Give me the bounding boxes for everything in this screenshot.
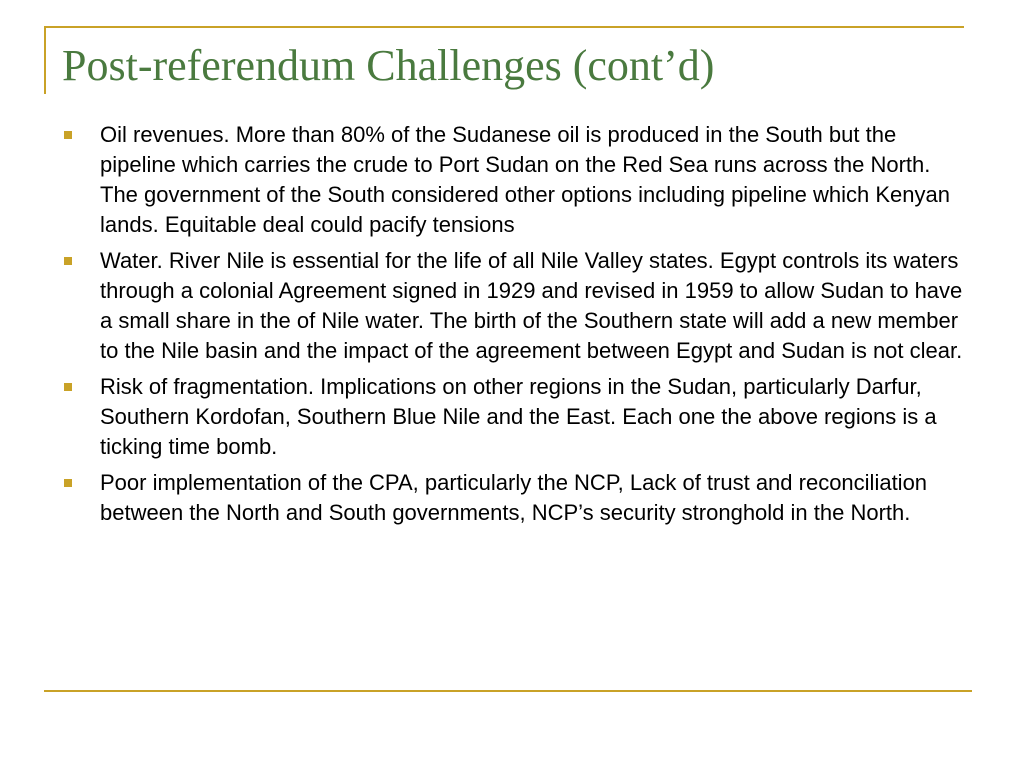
bullet-text: Oil revenues. More than 80% of the Sudanese oil is produced in the South but the pipeline which carries the crude to Port Sudan on the Red Sea runs across the North. The government of the South considered other options including pipeline which Kenyan lands. Equitable deal could pacify tensions: [100, 122, 950, 237]
bullet-text: Poor implementation of the CPA, particularly the NCP, Lack of trust and reconciliation between the North and South governments, NCP’s security stronghold in the North.: [100, 470, 928, 525]
bullet-item-oil: [62, 120, 972, 240]
bullet-list: [62, 120, 972, 534]
square-bullet-icon: [64, 479, 72, 487]
square-bullet-icon: [64, 131, 72, 139]
bullet-item-cpa: [62, 468, 972, 528]
square-bullet-icon: [64, 257, 72, 265]
top-frame-line: [44, 26, 964, 28]
bullet-item-fragmentation: [62, 372, 972, 462]
bullet-text: Water. River Nile is essential for the life of all Nile Valley states. Egypt controls its waters through a colonial Agreement signed in 1929 and revised in 1959 to allow Sudan to have a small share in the of Nile water. The birth of the Southern state will add a new member to the Nile basin and the impact of the agreement between Egypt and Sudan is not clear.: [100, 248, 963, 363]
square-bullet-icon: [64, 383, 72, 391]
bottom-frame-line: [44, 690, 972, 692]
slide-title: Post-referendum Challenges (cont’d): [62, 41, 715, 90]
bullet-item-water: [62, 246, 972, 366]
bullet-text: Risk of fragmentation. Implications on other regions in the Sudan, particularly Darfur, Southern Kordofan, Southern Blue Nile and the East. Each one the above regions is a ticking time bomb.: [100, 374, 937, 459]
left-frame-line: [44, 26, 46, 94]
